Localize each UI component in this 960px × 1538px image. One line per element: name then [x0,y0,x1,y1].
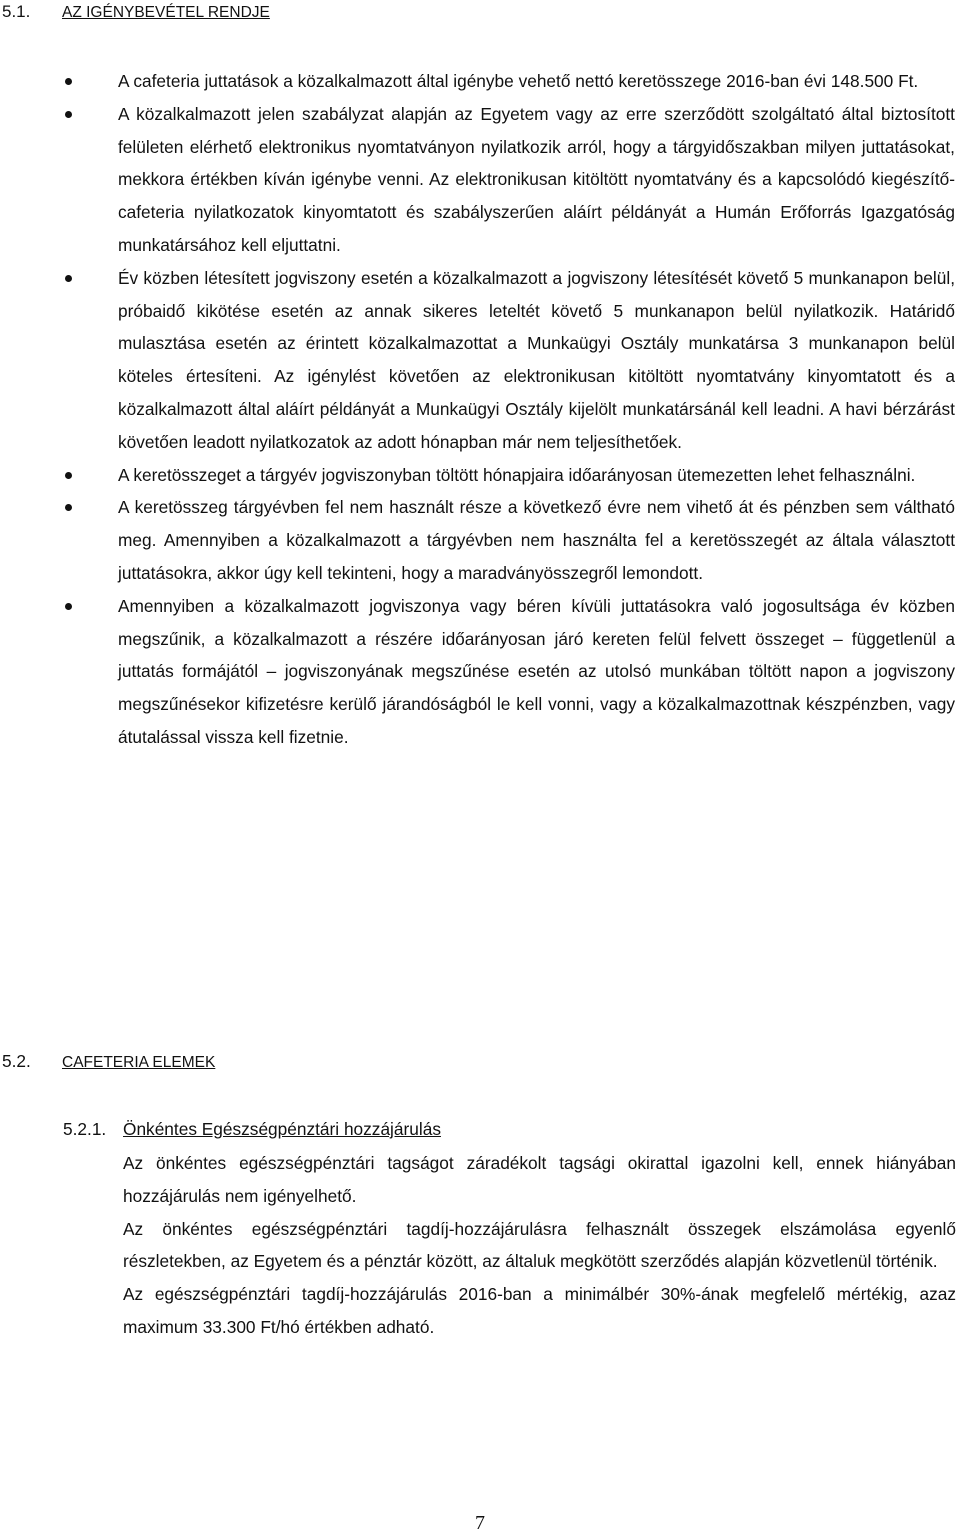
subsection-heading-5-2-1 [63,1114,441,1144]
list-item-text: A cafeteria juttatások a közalkalmazott által igénybe vehető nettó keretösszege 2016-ban évi 148.500 Ft. [118,71,919,91]
subsection-number: 5.2.1. [63,1119,107,1139]
section-heading-5-2 [2,1046,215,1078]
list-item [0,98,960,262]
bullet-icon [65,472,72,479]
section-heading-5-1 [2,2,270,23]
paragraph: Az önkéntes egészségpénztári tagságot záradékolt tagsági okirattal igazolni kell, ennek hiányában hozzájárulás nem igényelhető. [123,1153,956,1206]
section-title: CAFETERIA ELEMEK [62,1054,216,1071]
bullet-icon [65,275,72,282]
list-item-text: Év közben létesített jogviszony esetén a közalkalmazott a jogviszony létesítését követő 5 munkanapon belül, próbaidő kikötése esetén az annak sikeres leteltét követő 5 munkanapon belül nyilatkozik. Határidő mulasztása esetén az érintett közalkalmazottat a Munkaügyi Osztály munkatársa 3 munkanapon belül köteles értesíteni. Az igénylést követően az elektronikusan kitöltött nyomtatvány kinyomtatott és a közalkalmazott által aláírt példányát a Munkaügyi Osztály kijelölt munkatársánál kell leadni. A havi bérzárást követően leadott nyilatkozatok az adott hónapban már nem teljesíthetőek. [118,267,955,452]
list-item [0,262,960,459]
section-title: AZ IGÉNYBEVÉTEL RENDJE [62,4,270,21]
section-number: 5.2. [2,1051,31,1071]
bullet-icon [65,603,72,610]
list-item-text: A keretösszeg tárgyévben fel nem használt része a következő évre nem vihető át és pénzben sem váltható meg. Amennyiben a közalkalmazott a tárgyévben nem használta fel a keretösszegét az általa választott juttatásokra, akkor úgy kell tekinteni, hogy a maradványösszegről lemondott. [118,497,955,583]
bullet-icon [65,504,72,511]
bullet-icon [65,78,72,85]
list-item [0,459,960,492]
rules-bullet-list [0,65,960,754]
bullet-icon [65,111,72,118]
page-number: 7 [475,1512,485,1534]
section-number: 5.1. [2,2,31,21]
list-item-text: A közalkalmazott jelen szabályzat alapján az Egyetem vagy az erre szerződött szolgáltató által biztosított felületen elérhető elektronikus nyomtatványon nyilatkozik arról, hogy a tárgyidőszakban milyen juttatásokat, mekkora értékben kíván igénybe venni. Az elektronikusan kitöltött nyomtatvány és a kapcsolódó kiegészítő-cafeteria nyilatkozatok kinyomtatott és szabályszerűen aláírt példányát a Humán Erőforrás Igazgatóság munkatársához kell eljuttatni. [118,103,955,255]
subsection-title: Önkéntes Egészségpénztári hozzájárulás [123,1119,441,1139]
paragraph: Az egészségpénztári tagdíj-hozzájárulás 2016-ban a minimálbér 30%-ának megfelelő mértékig, azaz maximum 33.300 Ft/hó értékben adható. [123,1284,956,1337]
list-item [0,491,960,589]
list-item [0,590,960,754]
list-item [0,65,960,98]
subsection-body [123,1147,956,1344]
paragraph: Az önkéntes egészségpénztári tagdíj-hozzájárulásra felhasznált összegek elszámolása egyenlő részletekben, az Egyetem és a pénztár között, az általuk megkötött szerződés alapján közvetlenül történik. [123,1218,956,1272]
list-item-text: A keretösszeget a tárgyév jogviszonyban töltött hónapjaira időarányosan ütemezetten lehet felhasználni. [118,464,916,485]
list-item-text: Amennyiben a közalkalmazott jogviszonya vagy béren kívüli juttatásokra való jogosultsága év közben megszűnik, a közalkalmazott a részére időarányosan járó kereten felül felvett összeget – függetlenül a juttatás formájától – jogviszonyának megszűnése esetén az utolsó munkában töltött napon a jogviszony megszűnésekor kifizetésre kerülő járandóságból le kell vonni, vagy a közalkalmazottnak készpénzben, vagy átutalással vissza kell fizetnie. [118,595,955,747]
